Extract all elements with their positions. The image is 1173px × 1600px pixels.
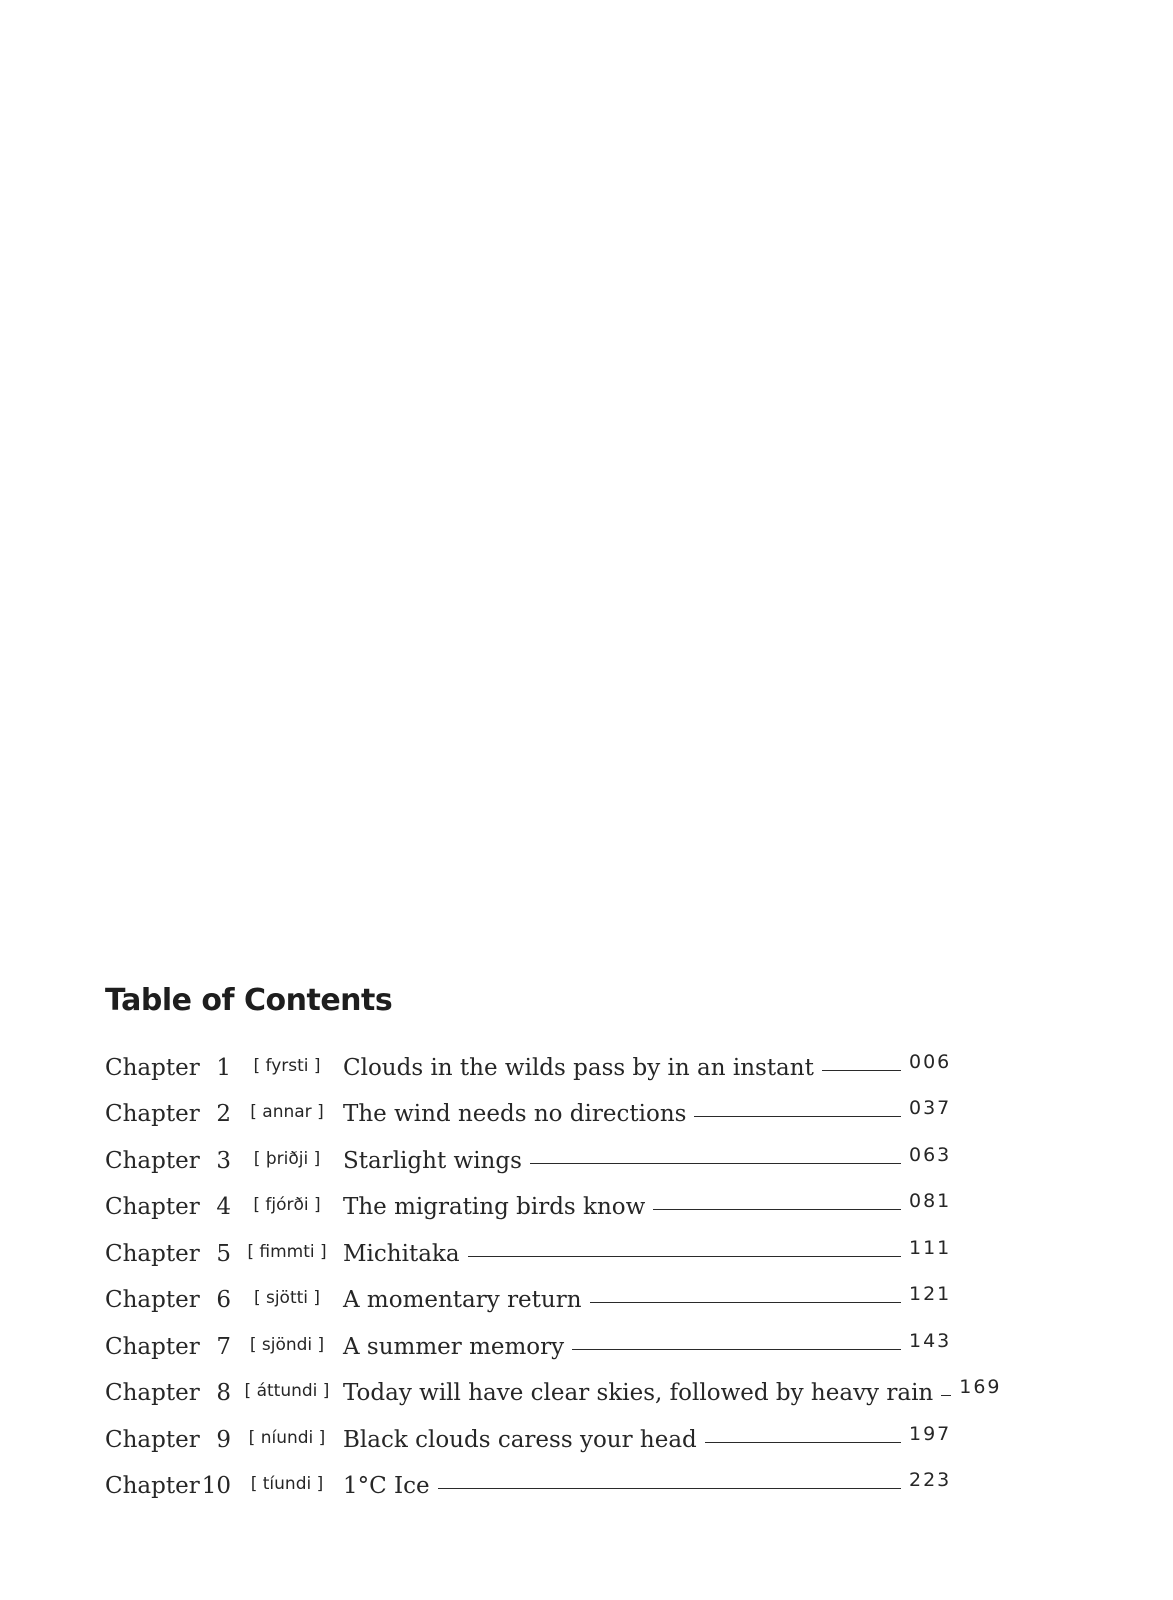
chapter-icelandic-ordinal: [ níundi ]	[248, 1427, 326, 1448]
chapter-icelandic-ordinal: [ sjötti ]	[253, 1288, 321, 1308]
chapter-icelandic-ordinal: [ þriðji ]	[253, 1148, 321, 1169]
chapter-word: Chapter	[105, 1333, 200, 1360]
chapter-page-number: 063	[909, 1143, 952, 1166]
toc-entry-7[interactable]	[105, 1315, 955, 1362]
chapter-page-number: 081	[909, 1190, 952, 1212]
chapter-title: Starlight wings	[343, 1147, 522, 1174]
chapter-word: Chapter	[105, 1473, 200, 1499]
table-of-contents	[105, 982, 1002, 1501]
leader-line	[705, 1442, 901, 1443]
chapter-number: 4	[216, 1194, 231, 1220]
toc-entry-6[interactable]	[105, 1269, 955, 1316]
leader-line	[530, 1163, 901, 1164]
toc-title: Table of Contents	[105, 983, 393, 1018]
chapter-icelandic-ordinal: [ sjöndi ]	[249, 1334, 325, 1355]
chapter-icelandic-ordinal: [ fimmti ]	[247, 1241, 327, 1262]
chapter-number: 8	[216, 1380, 231, 1406]
chapter-title: The wind needs no directions	[343, 1101, 687, 1127]
leader-line	[941, 1395, 951, 1396]
chapter-number: 3	[216, 1147, 231, 1174]
chapter-page-number: 037	[909, 1097, 952, 1119]
chapter-number: 7	[216, 1333, 231, 1360]
chapter-page-number: 111	[909, 1236, 952, 1259]
leader-line	[822, 1070, 901, 1071]
leader-line	[590, 1302, 901, 1303]
chapter-number: 10	[201, 1473, 231, 1499]
chapter-title: A summer memory	[343, 1333, 565, 1360]
chapter-number: 9	[216, 1426, 231, 1453]
chapter-page-number: 143	[909, 1329, 952, 1352]
chapter-title: Black clouds caress your head	[343, 1426, 697, 1453]
chapter-title: Today will have clear skies, followed by heavy rain	[343, 1380, 934, 1406]
toc-entry-3[interactable]	[105, 1129, 955, 1176]
chapter-word: Chapter	[105, 1240, 200, 1267]
leader-line	[438, 1488, 901, 1489]
chapter-word: Chapter	[105, 1194, 200, 1220]
chapter-number: 1	[216, 1054, 231, 1081]
toc-entry-2[interactable]	[105, 1083, 955, 1130]
chapter-icelandic-ordinal: [ tíundi ]	[250, 1474, 324, 1494]
toc-entry-1[interactable]	[105, 1036, 955, 1083]
chapter-page-number: 169	[959, 1376, 1002, 1398]
chapter-title: A momentary return	[343, 1287, 582, 1313]
chapter-word: Chapter	[105, 1054, 200, 1081]
chapter-page-number: 006	[909, 1050, 952, 1073]
chapter-icelandic-ordinal: [ áttundi ]	[244, 1381, 330, 1401]
chapter-title: The migrating birds know	[343, 1194, 646, 1220]
toc-entry-8[interactable]	[105, 1362, 1002, 1409]
leader-line	[468, 1256, 901, 1257]
chapter-page-number: 197	[909, 1422, 952, 1445]
chapter-title: Clouds in the wilds pass by in an instant	[343, 1054, 814, 1081]
chapter-word: Chapter	[105, 1287, 200, 1313]
toc-entry-9[interactable]	[105, 1408, 955, 1455]
chapter-word: Chapter	[105, 1147, 200, 1174]
leader-line	[694, 1116, 901, 1117]
chapter-icelandic-ordinal: [ annar ]	[250, 1102, 324, 1122]
chapter-word: Chapter	[105, 1101, 200, 1127]
leader-line	[572, 1349, 901, 1350]
chapter-page-number: 223	[909, 1469, 952, 1491]
chapter-icelandic-ordinal: [ fjórði ]	[253, 1195, 321, 1215]
chapter-word: Chapter	[105, 1380, 200, 1406]
chapter-title: 1°C Ice	[343, 1473, 430, 1499]
chapter-number: 6	[216, 1287, 231, 1313]
toc-entry-10[interactable]	[105, 1455, 955, 1502]
toc-list	[105, 1036, 1002, 1501]
chapter-word: Chapter	[105, 1426, 200, 1453]
chapter-page-number: 121	[909, 1283, 952, 1305]
chapter-number: 5	[216, 1240, 231, 1267]
toc-entry-5[interactable]	[105, 1222, 955, 1269]
leader-line	[653, 1209, 901, 1210]
chapter-number: 2	[216, 1101, 231, 1127]
chapter-icelandic-ordinal: [ fyrsti ]	[253, 1055, 321, 1076]
toc-entry-4[interactable]	[105, 1176, 955, 1223]
chapter-title: Michitaka	[343, 1240, 460, 1267]
